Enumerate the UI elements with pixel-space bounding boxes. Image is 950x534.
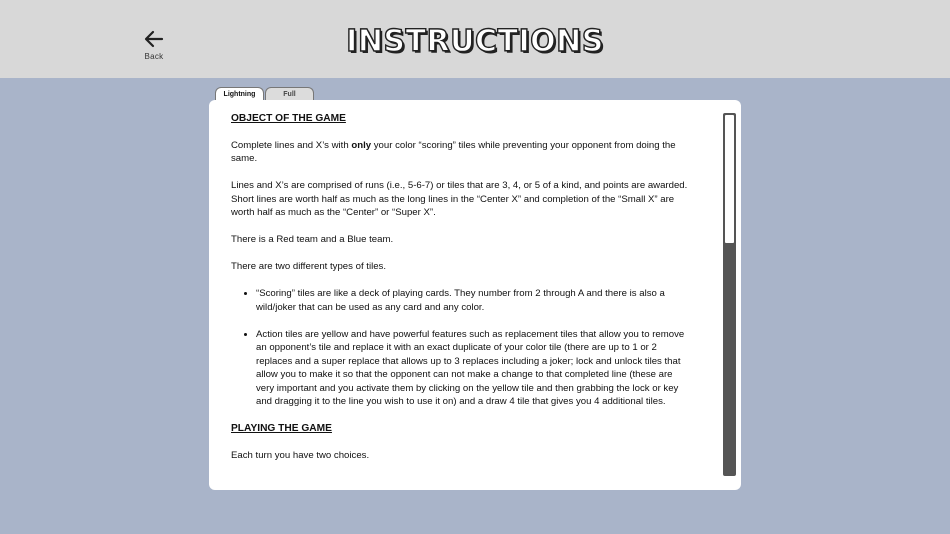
tab-full[interactable]: Full: [265, 87, 314, 101]
instructions-content: [231, 106, 691, 476]
heading-object-of-the-game: OBJECT OF THE GAME: [231, 113, 346, 124]
scrollbar-thumb[interactable]: [725, 115, 734, 243]
tab-lightning[interactable]: Lightning: [215, 87, 264, 101]
page-title: INSTRUCTIONS: [346, 24, 604, 59]
back-label: Back: [144, 52, 164, 61]
scrollbar-track[interactable]: [723, 113, 736, 476]
instructions-panel: [209, 100, 741, 490]
paragraph-object-1: Complete lines and X’s with only your color “scoring” tiles while preventing your opponent from doing the same.: [231, 139, 676, 164]
paragraph-playing-1: Each turn you have two choices.: [231, 449, 370, 461]
paragraph-teams: There is a Red team and a Blue team.: [231, 234, 394, 245]
tile-types-list: [231, 287, 691, 409]
header-bar: [0, 0, 950, 78]
paragraph-object-2: Lines and X’s are comprised of runs (i.e., 5-6-7) or tiles that are 3, 4, or 5 of a kind, and points are awarded. Short lines are worth half as much as the long lines in the “Center X” and completion of the “Small X” are worth half as much as the “Center” or “Super X”.: [231, 180, 688, 218]
list-item: • Action tiles are yellow and have powerful features such as replacement tiles that allow you to remove an opponent’s tile and replace it with an exact duplicate of your color tile (there are up to 1 or 2 replaces and a super replace that allows up to 3 replaces including a joker; lock and unlock tiles that allow you to make it so that the opponent can not make a change to that completed line (these are very important and you activate them by clicking on the yellow tile and then grabbing the lock or key and dragging it to the line you wish to use it on) and a draw 4 tile that gives you 4 additional tiles.: [256, 328, 691, 409]
heading-playing-the-game: PLAYING THE GAME: [231, 423, 332, 434]
list-item: • “Scoring” tiles are like a deck of playing cards. They number from 2 through A and there is also a wild/joker that can be used as any card and any color.: [256, 287, 691, 314]
paragraph-tile-types: There are two different types of tiles.: [231, 261, 386, 272]
